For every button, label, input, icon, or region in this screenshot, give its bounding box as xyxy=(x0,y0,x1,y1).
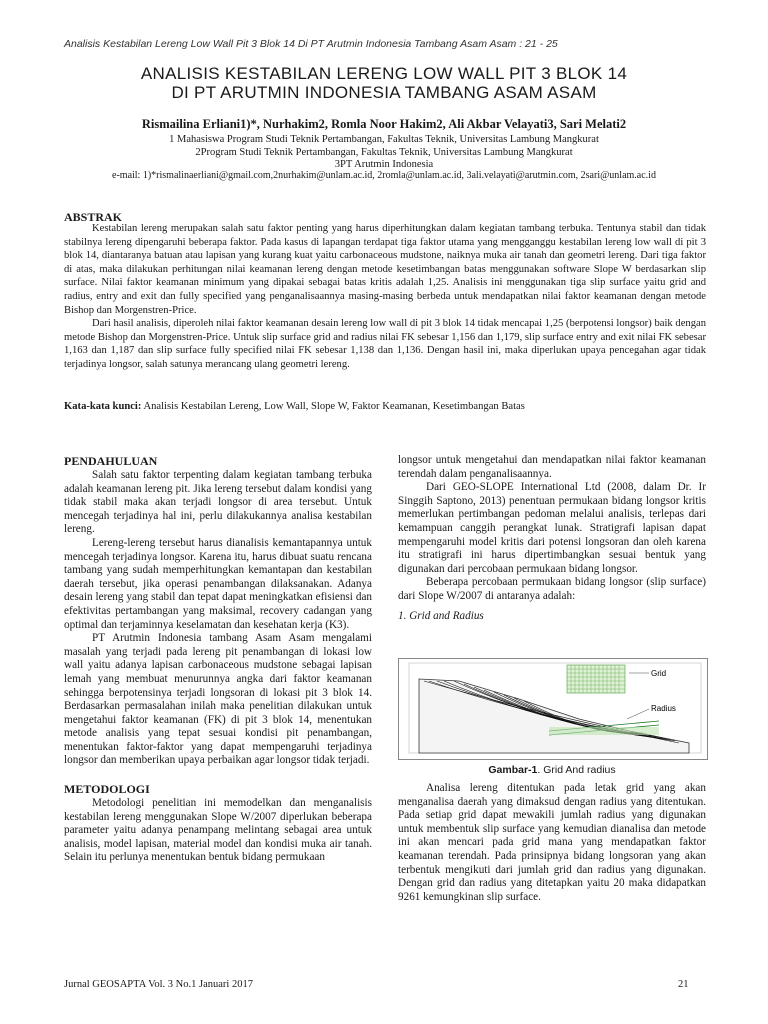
keywords-text: Analisis Kestabilan Lereng, Low Wall, Slope W, Faktor Keamanan, Kesetimbangan Batas xyxy=(141,401,525,412)
right-paragraph-1: longsor untuk mengetahui dan mendapatkan nilai faktor keamanan terendah dalam penganalisaannya. xyxy=(398,454,706,480)
right-column-top xyxy=(398,454,706,623)
running-header: Analisis Kestabilan Lereng Low Wall Pit 3 Blok 14 Di PT Arutmin Indonesia Tambang Asam Asam : 21 - 25 xyxy=(64,38,558,50)
caption-label: Gambar-1 xyxy=(488,764,538,776)
paper-title xyxy=(60,64,708,102)
abstract-paragraph-1: Kestabilan lereng merupakan salah satu faktor penting yang harus diperhitungkan dalam kegiatan tambang terbuka. Tentunya stabil dan tidak stabilnya lereng dipengaruhi beberapa faktor. Pada kasus di lapangan terdapat tiga faktor utama yang mengganggu kestabilan lereng low wall di pit 3 blok 14, diantaranya batuan atau lapisan yang kurang kuat yaitu carbonaceous mudstone, naiknya muka air tanah dan geometri lereng. Dari tiga faktor di atas, maka dilakukan perhitungan nilai keamanan lereng dengan metode kesetimbangan batas menggunakan software Slope W berdasarkan slip surface. Nilai faktor keamanan minimum yang dipakai sebagai batas kritis adalah 1,25. Analisis ini menggunakan tiga slip surface yaitu grid and radius, entry and exit dan fully specified yang penganalisaannya masing-masing berbeda untuk mendapatkan nilai faktor keamanan dengan metode Bishop dan Morgenstren-Price. xyxy=(64,223,706,316)
metodologi-heading: METODOLOGI xyxy=(64,782,150,797)
keywords xyxy=(64,400,706,414)
slope-diagram xyxy=(399,659,707,759)
right-paragraph-4: Analisa lereng ditentukan pada letak grid yang akan menganalisa daerah yang dimaksud dengan radius yang ditentukan. Pada setiap grid dapat mewakili jumlah radius yang digunakan untuk membentuk slip surface yang kemudian dianalisa dan metode ini akan mencari pada grid mana yang mendapatkan faktor keamanan terendah. Pada prinsipnya bidang longsoran yang akan terbentuk mengikuti dari jumlah grid dan radius yang digunakan. Dengan grid dan radius yang ditetapkan yaitu 20 maka didapatkan 9261 kemungkinan slip surface. xyxy=(398,782,706,903)
email-line: e-mail: 1)*rismalinaerliani@gmail.com,2nurhakim@unlam.ac.id, 2romla@unlam.ac.id, 3ali.velayati@arutmin.com, 2sari@unlam.ac.id xyxy=(112,170,656,181)
abstract-paragraph-2: Dari hasil analisis, diperoleh nilai faktor keamanan desain lereng low wall di pit 3 blok 14 tidak mencapai 1,25 (berpotensi longsor) baik dengan metode Bishop dan Morgenstren-Price. Untuk slip surface grid and radius nilai FK sebesar 1,156 dan 1,179, slip surface entry and exit nilai FK sebesar 1,163 dan 1,187 dan slip surface fully specified nilai FK sebesar 1,138 dan 1,136. Dengan hasil ini, maka diperlukan upaya pencegahan agar tidak terjadinya longsor, salah satunya merancang ulang geometri lereng. xyxy=(64,318,706,370)
affiliation-2: 2Program Studi Teknik Pertambangan, Fakultas Teknik, Universitas Lambung Mangkurat xyxy=(195,147,573,158)
affiliation-3: 3PT Arutmin Indonesia xyxy=(334,159,434,170)
radius-label: Radius xyxy=(651,704,676,713)
pendahuluan-heading: PENDAHULUAN xyxy=(64,454,158,468)
figure-caption xyxy=(398,764,706,776)
footer-journal: Jurnal GEOSAPTA Vol. 3 No.1 Januari 2017 xyxy=(64,979,253,990)
left-paragraph-2: Lereng-lereng tersebut harus dianalisis kemantapannya untuk mencegah terjadinya longsor. Karena itu, harus dibuat suatu rencana tambang yang sudah memperhitungkan kemantapan dan kestabilan daerah tersebut, jika operasi penambangan dilaksanakan. Adanya desain lereng yang stabil dan tepat dapat meningkatkan efisiensi dan efektivitas pertambangan yang maksimal, recovery cadangan yang optimal dan terjaminnya keselamatan dan kesehatan kerja (K3). xyxy=(64,536,372,631)
grid-box xyxy=(567,665,625,693)
right-paragraph-2: Dari GEO-SLOPE International Ltd (2008, dalam Dr. Ir Singgih Saptono, 2013) penentuan permukaan bidang longsor kritis memerlukan pertimbangan pedoman melalui analisis, terlepas dari kemampuan canggih perangkat lunak. Stratigrafi lapisan dapat mempengaruhi model kritis dari potensi longsoran dan oleh karena itu stratigrafi ini harus dipertimbangkan sesuai bentuk yang digunakan dari percobaan permukaan bidang longsor. xyxy=(398,481,706,575)
left-column xyxy=(64,454,372,865)
left-paragraph-1: Salah satu faktor terpenting dalam kegiatan tambang terbuka adalah keamanan lereng pit. Jika lereng tersebut dalam kondisi yang tidak stabil maka akan terjadi longsor di area tersebut. Untuk mencegah terjadinya hal ini, perlu dilakukannya analisa kestabilan lereng. xyxy=(64,469,372,536)
abstract-body xyxy=(64,222,706,372)
affiliation-1: 1 Mahasiswa Program Studi Teknik Pertambangan, Fakultas Teknik, Universitas Lambung Mangkurat xyxy=(169,134,599,145)
list-item-grid-radius: 1. Grid and Radius xyxy=(398,609,484,622)
authors: Rismailina Erliani1)*, Nurhakim2, Romla Noor Hakim2, Ali Akbar Velayati3, Sari Melati2 xyxy=(141,117,627,131)
abstract-heading: ABSTRAK xyxy=(64,210,123,224)
caption-text: . Grid And radius xyxy=(537,764,616,776)
left-paragraph-4: Metodologi penelitian ini memodelkan dan menganalisis kestabilan lereng menggunakan Slope W/2007 diperlukan beberapa parameter yaitu adanya penampang melintang sebagai area untuk analisis, model lapisan, material model dan kondisi muka air tanah. Selain itu perlunya menentukan bentuk bidang permukaan xyxy=(64,797,372,864)
left-paragraph-3: PT Arutmin Indonesia tambang Asam Asam mengalami masalah yang terjadi pada lereng pit penambangan di lokasi low wall yaitu adanya lapisan carbonaceous mudstone sebagai lapisan lemah yang membuat menurunnya angka dari faktor keamanan sehingga berpotensinya terjadi longsoran di lokasi pit 3 blok 14. Berdasarkan permasalahan inilah maka penelitian dilakukan untuk mengetahui faktor keamanan (FK) di pit 3 blok 14, menentukan metode analisis yang tepat sesuai kondisi pit penambangan, menentukan faktor-faktor yang dapat mempengaruhi terjadinya longsor dan memberikan upaya perbaikan agar longsor tidak terjadi. xyxy=(64,632,372,767)
title-line-1: ANALISIS KESTABILAN LERENG LOW WALL PIT 3 BLOK 14 xyxy=(140,64,628,83)
keywords-label: Kata-kata kunci: xyxy=(64,401,142,412)
right-column-bottom xyxy=(398,782,706,904)
right-paragraph-3: Beberapa percobaan permukaan bidang longsor (slip surface) dari Slope W/2007 di antaranya adalah: xyxy=(398,576,706,602)
footer-page-number: 21 xyxy=(678,979,689,990)
title-line-2: DI PT ARUTMIN INDONESIA TAMBANG ASAM ASAM xyxy=(171,83,597,102)
figure-grid-radius xyxy=(398,658,708,760)
grid-label: Grid xyxy=(651,669,667,678)
